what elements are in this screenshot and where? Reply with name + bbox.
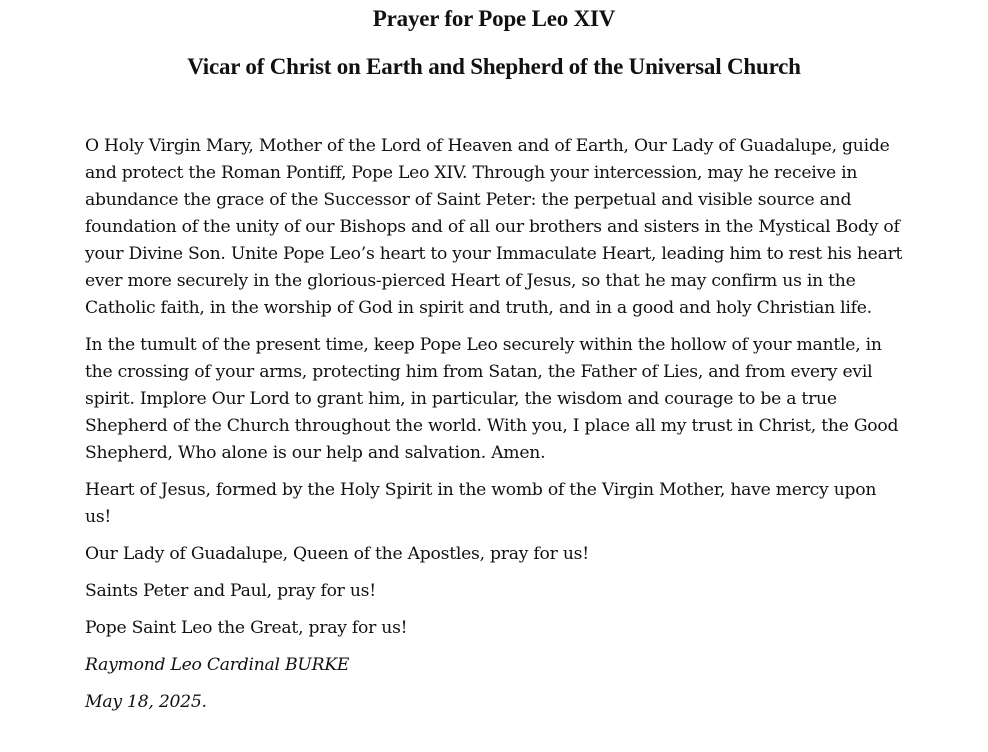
invocation-line: Our Lady of Guadalupe, Queen of the Apostles, pray for us!	[85, 544, 589, 564]
invocation-line: Pope Saint Leo the Great, pray for us!	[85, 618, 408, 638]
author-signature: Raymond Leo Cardinal BURKE	[85, 655, 350, 675]
document-subtitle: Vicar of Christ on Earth and Shepherd of the Universal Church	[187, 54, 801, 79]
invocation-line: Heart of Jesus, formed by the Holy Spirit in the womb of the Virgin Mother, have mercy upon us!	[85, 480, 877, 527]
invocation-line: Saints Peter and Paul, pray for us!	[85, 581, 376, 601]
prayer-body	[85, 133, 905, 726]
document-date: May 18, 2025.	[85, 692, 207, 712]
prayer-paragraph: O Holy Virgin Mary, Mother of the Lord of Heaven and of Earth, Our Lady of Guadalupe, guide and protect the Roman Pontiff, Pope Leo XIV. Through your intercession, may he receive in abundance the grace of the Successor of Saint Peter: the perpetual and visible source and foundation of the unity of our Bishops and of all our brothers and sisters in the Mystical Body of your Divine Son. Unite Pope Leo’s heart to your Immaculate Heart, leading him to rest his heart ever more securely in the glorious-pierced Heart of Jesus, so that he may confirm us in the Catholic faith, in the worship of God in spirit and truth, and in a good and holy Christian life.	[85, 136, 903, 318]
document-title: Prayer for Pope Leo XIV	[372, 6, 616, 31]
prayer-paragraph: In the tumult of the present time, keep Pope Leo securely within the hollow of your mantle, in the crossing of your arms, protecting him from Satan, the Father of Lies, and from every evil spirit. Implore Our Lord to grant him, in particular, the wisdom and courage to be a true Shepherd of the Church throughout the world. With you, I place all my trust in Christ, the Good Shepherd, Who alone is our help and salvation. Amen.	[85, 335, 899, 463]
